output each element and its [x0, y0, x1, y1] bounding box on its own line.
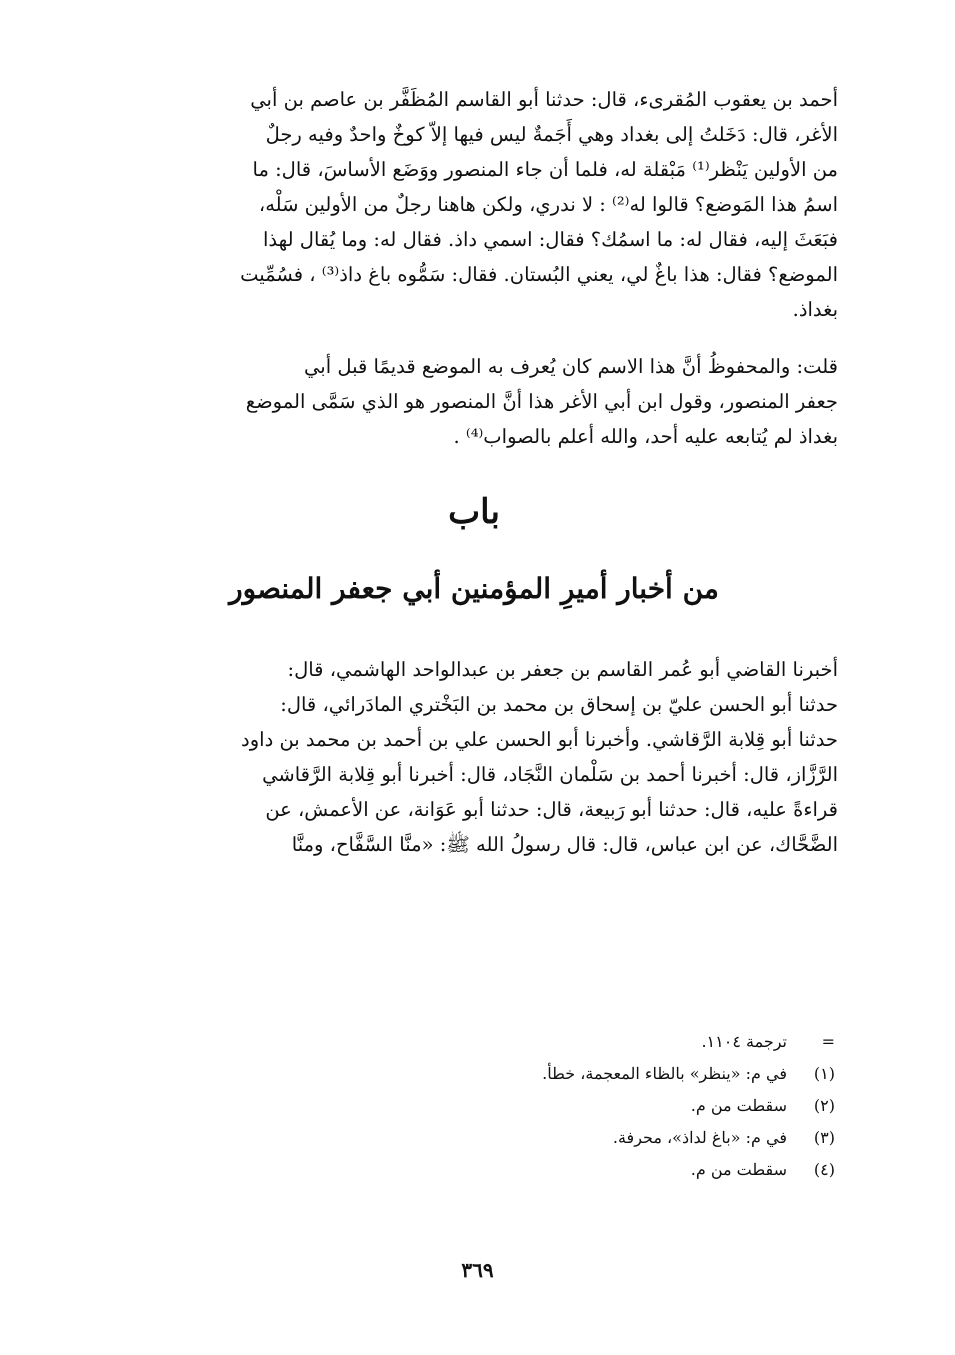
footnote [215, 1058, 835, 1090]
text-line: الأغر، قال: دَخَلتُ إلى بغداد وهي أَجَمةٌ ليس فيها إلاّ كوخٌ واحدٌ وفيه رجلٌ [265, 123, 838, 146]
text-line: بغداذ. [792, 298, 838, 321]
text-line: قراءةً عليه، قال: حدثنا أبو رَبيعة، قال: حدثنا أبو عَوَانة، عن الأعمش، عن [265, 798, 838, 821]
footnote-text: سقطت من م. [690, 1160, 787, 1179]
text-line: من الأولين يَنْظر⁽¹⁾ مَبْقلة له، فلما أن جاء المنصور ووَضَع الأساسَ، قال: ما [252, 158, 838, 181]
text-line: اسمُ هذا المَوضع؟ قالوا له⁽²⁾ : لا ندري، ولكن هاهنا رجلٌ من الأولين سَلْه، [258, 193, 838, 216]
text-line: جعفر المنصور، وقول ابن أبي الأغر هذا أنَّ المنصور هو الذي سَمَّى الموضع [245, 390, 838, 413]
page-body [110, 82, 838, 862]
paragraph-2 [110, 349, 838, 454]
page-number: ٣٦٩ [461, 1258, 494, 1282]
text-line: الرَّزَّاز، قال: أخبرنا أحمد بن سَلْمان النَّجَاد، قال: أخبرنا أبو قِلابة الرَّقاشي [262, 763, 838, 786]
text-line: الموضع؟ فقال: هذا باغٌ لي، يعني البُستان. فقال: سَمُّوه باغ داذ⁽³⁾ ، فسُمِّيت [240, 263, 838, 286]
footnote [215, 1154, 835, 1186]
footnotes [215, 1026, 835, 1186]
paragraph-1 [110, 82, 838, 327]
paragraph-3 [110, 652, 838, 862]
footnote-mark: (١) [813, 1064, 835, 1083]
footnote-mark: (٣) [813, 1128, 835, 1147]
footnote-mark: = [821, 1032, 835, 1051]
text-line: فبَعَثَ إليه، فقال له: ما اسمُك؟ فقال: اسمي داذ. فقال له: وما يُقال لهذا [263, 228, 838, 251]
text-line: أحمد بن يعقوب المُقرىء، قال: حدثنا أبو القاسم المُظَفَّر بن عاصم بن أبي [250, 88, 838, 111]
footnote-mark: (٤) [813, 1160, 835, 1179]
footnote-text: ترجمة ١١٠٤. [701, 1032, 787, 1051]
footnote-mark: (٢) [813, 1096, 835, 1115]
chapter-title: من أخبار أميرِ المؤمنين أبي جعفر المنصور [229, 572, 719, 605]
text-line: بغداذ لم يُتابعه عليه أحد، والله أعلم بالصواب⁽⁴⁾ . [453, 425, 838, 448]
text-line: الضَّحَّاك، عن ابن عباس، قال: قال رسولُ الله ﷺ: «منَّا السَّفَّاح، ومنَّا [291, 833, 838, 856]
chapter-heading: باب [448, 492, 500, 532]
text-line: قلت: والمحفوظُ أنَّ هذا الاسم كان يُعرف به الموضع قديمًا قبل أبي [304, 355, 838, 378]
footnote-text: في م: «باغ لداذ»، محرفة. [612, 1128, 787, 1147]
footnote-text: في م: «ينظر» بالظاء المعجمة، خطأ. [542, 1064, 787, 1083]
footnote [215, 1090, 835, 1122]
text-line: أخبرنا القاضي أبو عُمر القاسم بن جعفر بن عبدالواحد الهاشمي، قال: [287, 658, 838, 681]
footnote-text: سقطت من م. [690, 1096, 787, 1115]
footnote-continuation [215, 1026, 835, 1058]
footnote [215, 1122, 835, 1154]
text-line: حدثنا أبو الحسن عليّ بن إسحاق بن محمد بن البَخْتري المادَرائي، قال: [280, 693, 838, 716]
text-line: حدثنا أبو قِلابة الرَّقاشي. وأخبرنا أبو الحسن علي بن أحمد بن محمد بن داود [241, 728, 838, 751]
